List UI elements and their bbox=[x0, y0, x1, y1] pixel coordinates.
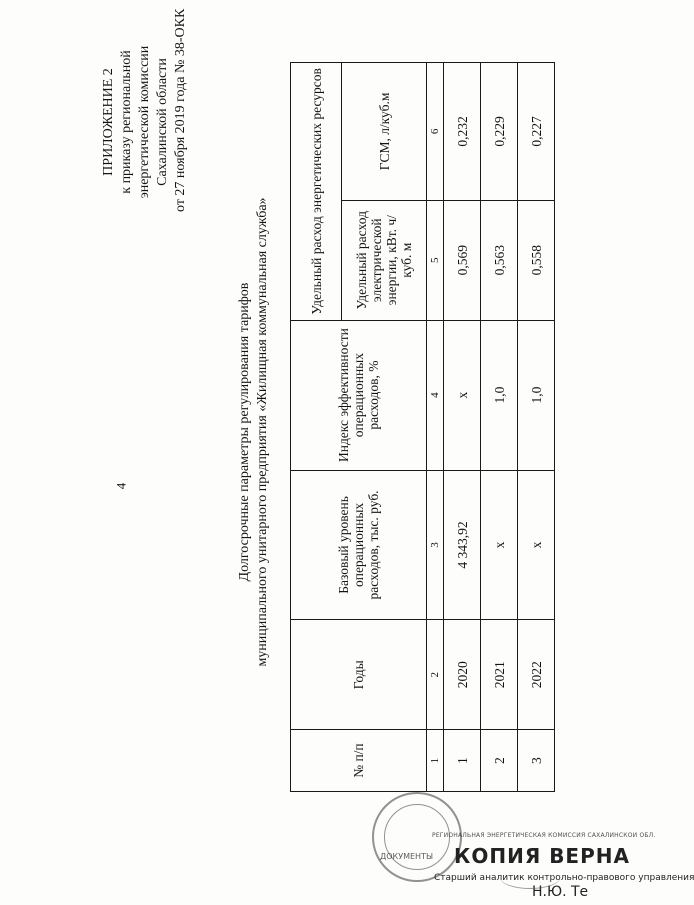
cell-year: 2022 bbox=[518, 620, 555, 730]
header-years: Годы bbox=[291, 620, 427, 730]
seal-label: ДОКУМЕНТЫ bbox=[380, 852, 434, 861]
rotated-page-content bbox=[12, 8, 572, 852]
page-number: 4 bbox=[113, 482, 129, 490]
column-number: 6 bbox=[427, 63, 444, 201]
column-number-row bbox=[427, 63, 444, 792]
cell-fuel: 0,229 bbox=[481, 63, 518, 201]
stamp-position: Старший аналитик контрольно-правового управления bbox=[434, 873, 694, 883]
stamp-organization: РЕГИОНАЛЬНАЯ ЭНЕРГЕТИЧЕСКАЯ КОМИССИЯ САХАЛИНСКОЙ ОБЛ. bbox=[432, 832, 656, 839]
cell-electricity: 0,569 bbox=[444, 200, 481, 320]
cell-index: 1,0 bbox=[518, 320, 555, 470]
cell-index: х bbox=[444, 320, 481, 470]
cell-electricity: 0,558 bbox=[518, 200, 555, 320]
column-number: 5 bbox=[427, 200, 444, 320]
table-row bbox=[444, 63, 481, 792]
heading-line-2: муниципального унитарного предприятия «Жилищная коммунальная служба» bbox=[255, 197, 270, 667]
cell-num: 3 bbox=[518, 730, 555, 792]
cell-fuel: 0,227 bbox=[518, 63, 555, 201]
column-number: 3 bbox=[427, 470, 444, 620]
table-row bbox=[481, 63, 518, 792]
appendix-line: Сахалинской области bbox=[155, 58, 170, 186]
column-number: 1 bbox=[427, 730, 444, 792]
appendix-line: энергетической комиссии bbox=[137, 45, 152, 199]
cell-year: 2021 bbox=[481, 620, 518, 730]
cell-fuel: 0,232 bbox=[444, 63, 481, 201]
cell-year: 2020 bbox=[444, 620, 481, 730]
document-heading bbox=[236, 12, 272, 852]
cell-num: 2 bbox=[481, 730, 518, 792]
header-num: № п/п bbox=[291, 730, 427, 792]
tariff-parameters-table bbox=[290, 62, 555, 792]
table-row bbox=[518, 63, 555, 792]
cell-base: х bbox=[481, 470, 518, 620]
copy-certified-stamp bbox=[432, 826, 694, 902]
header-fuel: ГСМ, л/куб.м bbox=[342, 63, 427, 201]
stamp-title: КОПИЯ ВЕРНА bbox=[454, 844, 630, 868]
appendix-block bbox=[100, 8, 190, 212]
column-number: 2 bbox=[427, 620, 444, 730]
appendix-line: от 27 ноября 2019 года № 38-ОКК bbox=[173, 8, 188, 212]
header-electricity: Удельный расход электрической энергии, кВт. ч/куб. м bbox=[342, 200, 427, 320]
cell-index: 1,0 bbox=[481, 320, 518, 470]
cell-num: 1 bbox=[444, 730, 481, 792]
header-base-level: Базовый уровень операционных расходов, тыс. руб. bbox=[291, 470, 427, 620]
stamp-signer: Н.Ю. Те bbox=[532, 884, 589, 900]
cell-base: х bbox=[518, 470, 555, 620]
heading-line-1: Долгосрочные параметры регулирования тарифов bbox=[237, 282, 252, 582]
header-specific-consumption: Удельный расход энергетических ресурсов bbox=[291, 63, 342, 321]
handwritten-signature bbox=[500, 866, 560, 889]
appendix-line: к приказу региональной bbox=[119, 50, 134, 194]
cell-base: 4 343,92 bbox=[444, 470, 481, 620]
header-efficiency: Индекс эффективности операционных расходов, % bbox=[291, 320, 427, 470]
cell-electricity: 0,563 bbox=[481, 200, 518, 320]
appendix-title: ПРИЛОЖЕНИЕ 2 bbox=[101, 68, 116, 176]
column-number: 4 bbox=[427, 320, 444, 470]
